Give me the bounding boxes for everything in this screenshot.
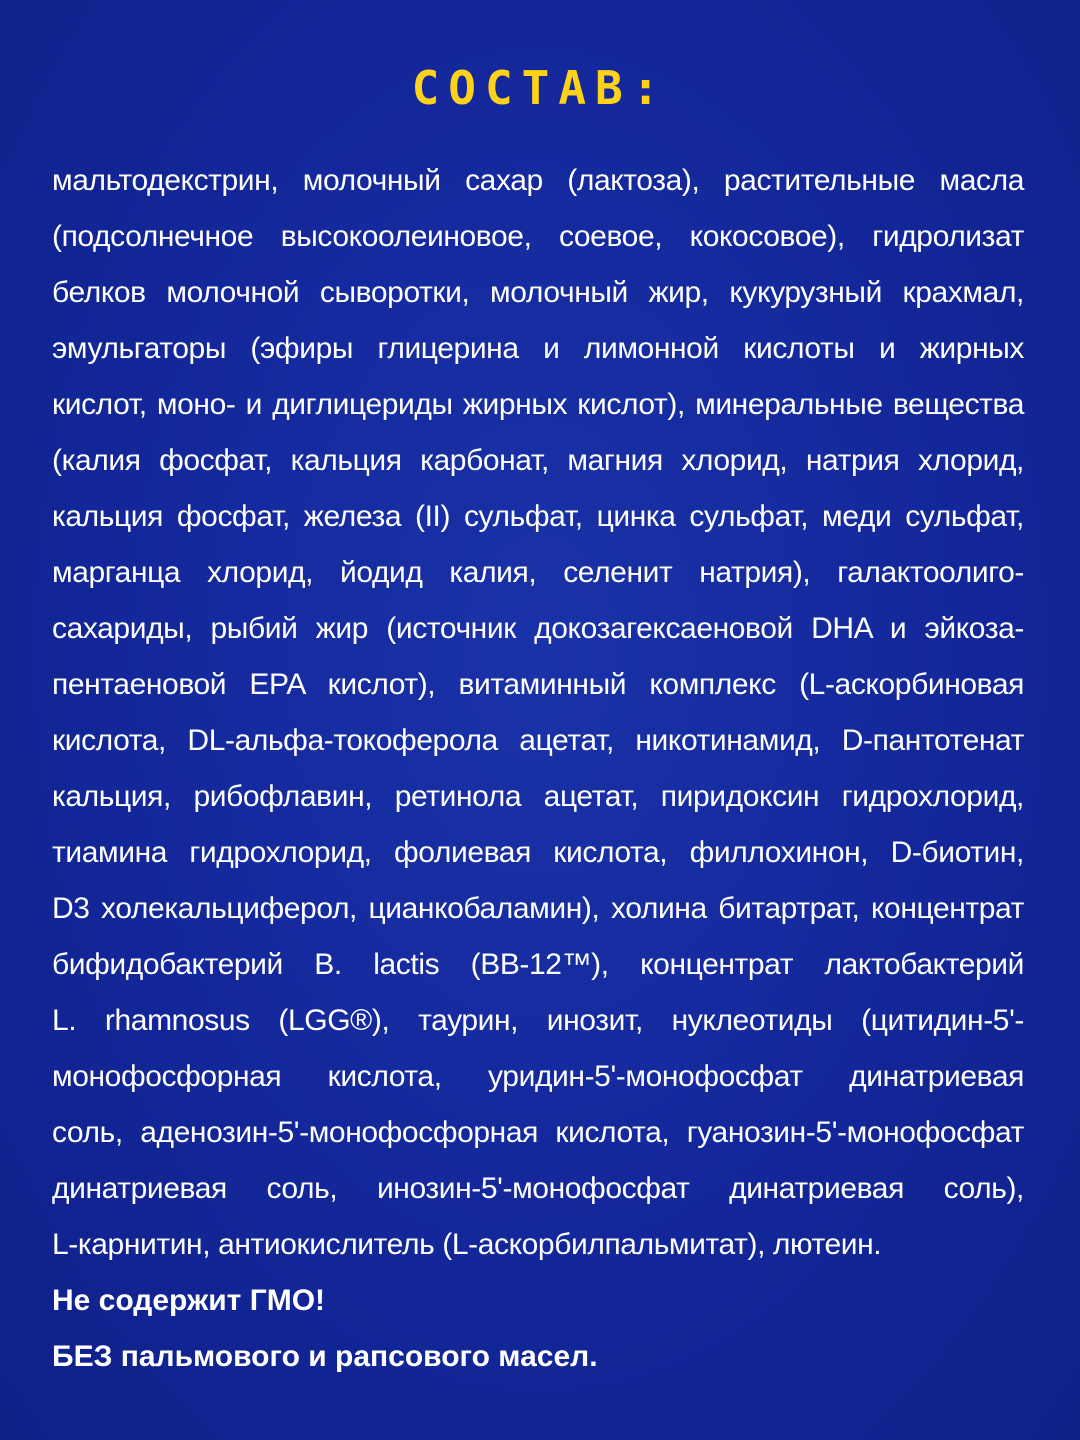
ingredients-line: марганца хлорид, йодид калия, селенит натрия), галактоолиго- [52, 556, 1024, 589]
ingredients-line: L-карнитин, антиокислитель (L-аскорбилпальмитат), лютеин. [52, 1228, 882, 1261]
gmo-free-note: Не содержит ГМО! [52, 1284, 326, 1317]
ingredients-line: тиамина гидрохлорид, фолиевая кислота, филлохинон, D-биотин, [52, 836, 1024, 869]
no-palm-rapeseed-note: БЕЗ пальмового и рапсового масел. [52, 1340, 598, 1373]
ingredients-line: мальтодекстрин, молочный сахар (лактоза), растительные масла [52, 164, 1024, 197]
ingredients-line: соль, аденозин-5'-монофосфорная кислота, гуанозин-5'-монофосфат [52, 1116, 1024, 1149]
ingredients-line: монофосфорная кислота, уридин-5'-монофосфат динатриевая [52, 1060, 1024, 1093]
ingredients-text [52, 153, 1024, 1385]
ingredients-line: пентаеновой EPA кислот), витаминный комплекс (L-аскорбиновая [52, 668, 1024, 701]
ingredients-line: D3 холекальциферол, цианкобаламин), холина битартрат, концентрат [52, 892, 1024, 925]
ingredients-line: (калия фосфат, кальция карбонат, магния хлорид, натрия хлорид, [52, 444, 1024, 477]
ingredients-line: эмульгаторы (эфиры глицерина и лимонной кислоты и жирных [52, 332, 1024, 365]
ingredients-line: бифидобактерий B. lactis (BB-12™), концентрат лактобактерий [52, 948, 1024, 981]
ingredients-line: кислота, DL-альфа-токоферола ацетат, никотинамид, D-пантотенат [52, 724, 1024, 757]
ingredients-line: кальция фосфат, железа (II) сульфат, цинка сульфат, меди сульфат, [52, 500, 1024, 533]
ingredients-line: (подсолнечное высокоолеиновое, соевое, кокосовое), гидролизат [52, 220, 1024, 253]
ingredients-line: кислот, моно- и диглицериды жирных кислот), минеральные вещества [52, 388, 1024, 421]
ingredients-line: L. rhamnosus (LGG®), таурин, инозит, нуклеотиды (цитидин-5'- [52, 1004, 1024, 1037]
ingredients-line: белков молочной сыворотки, молочный жир, кукурузный крахмал, [52, 276, 1024, 309]
page-title: СОСТАВ: [411, 61, 669, 115]
ingredients-line: динатриевая соль, инозин-5'-монофосфат динатриевая соль), [52, 1172, 1024, 1205]
ingredients-line: сахариды, рыбий жир (источник докозагексаеновой DHA и эйкоза- [52, 612, 1024, 645]
ingredients-line: кальция, рибофлавин, ретинола ацетат, пиридоксин гидрохлорид, [52, 780, 1024, 813]
